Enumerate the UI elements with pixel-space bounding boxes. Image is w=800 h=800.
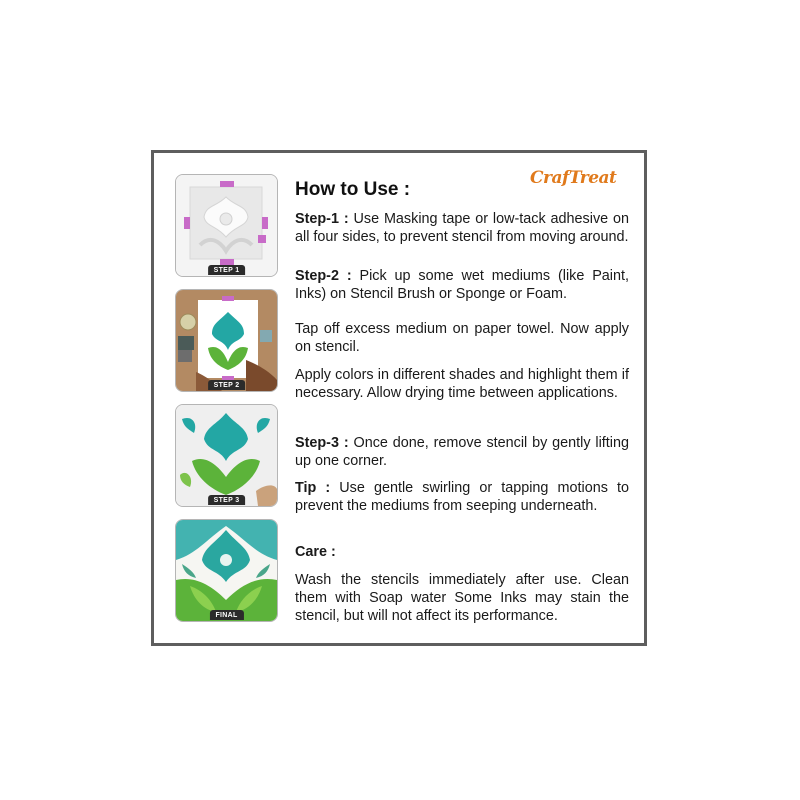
tip-text: Use gentle swirling or tapping motions to prevent the mediums from seeping underneath. [295,480,629,514]
step3-text: Once done, remove stencil by gently lifting up one corner. [295,435,629,469]
care-heading [295,543,629,561]
step-badge: FINAL [209,610,243,620]
instruction-card [151,150,647,646]
step2-thumbnail [175,289,278,392]
step3-label: Step-3 : [295,435,349,451]
apply-colors-text: Apply colors in different shades and highlight them if necessary. Allow drying time between applications. [295,367,629,401]
tap-off-paragraph [295,320,629,356]
care-label: Care : [295,544,336,560]
step3-paragraph [295,434,629,470]
page-title: How to Use : [295,179,411,200]
finished-stencil-image [176,520,277,621]
logo-text-a: Craf [530,168,569,188]
final-thumbnail [175,519,278,622]
logo-text-b: Treat [568,168,617,188]
step1-label: Step-1 : [295,211,349,227]
step-badge: STEP 3 [208,495,246,505]
step2-paragraph [295,267,629,303]
step1-thumbnail [175,174,278,277]
step-badge: STEP 2 [208,380,246,390]
apply-colors-paragraph [295,366,629,402]
step1-paragraph [295,210,629,246]
brand-logo [530,168,616,188]
step2-text: Pick up some wet mediums (like Paint, Inks) on Stencil Brush or Sponge or Foam. [295,268,629,302]
step3-thumbnail [175,404,278,507]
stencil-painting-image [176,290,277,391]
care-paragraph [295,571,629,625]
tap-off-text: Tap off excess medium on paper towel. Now apply on stencil. [295,321,629,355]
tip-paragraph [295,479,629,515]
step2-label: Step-2 : [295,268,352,284]
tip-label: Tip : [295,480,331,496]
stencil-lifting-image [176,405,277,506]
stencil-taped-image [176,175,277,276]
step-badge: STEP 1 [208,265,246,275]
step1-text: Use Masking tape or low-tack adhesive on all four sides, to prevent stencil from moving around. [295,211,629,245]
care-text: Wash the stencils immediately after use. Clean them with Soap water Some Inks may stain the stencil, but will not affect its performance. [295,572,629,624]
